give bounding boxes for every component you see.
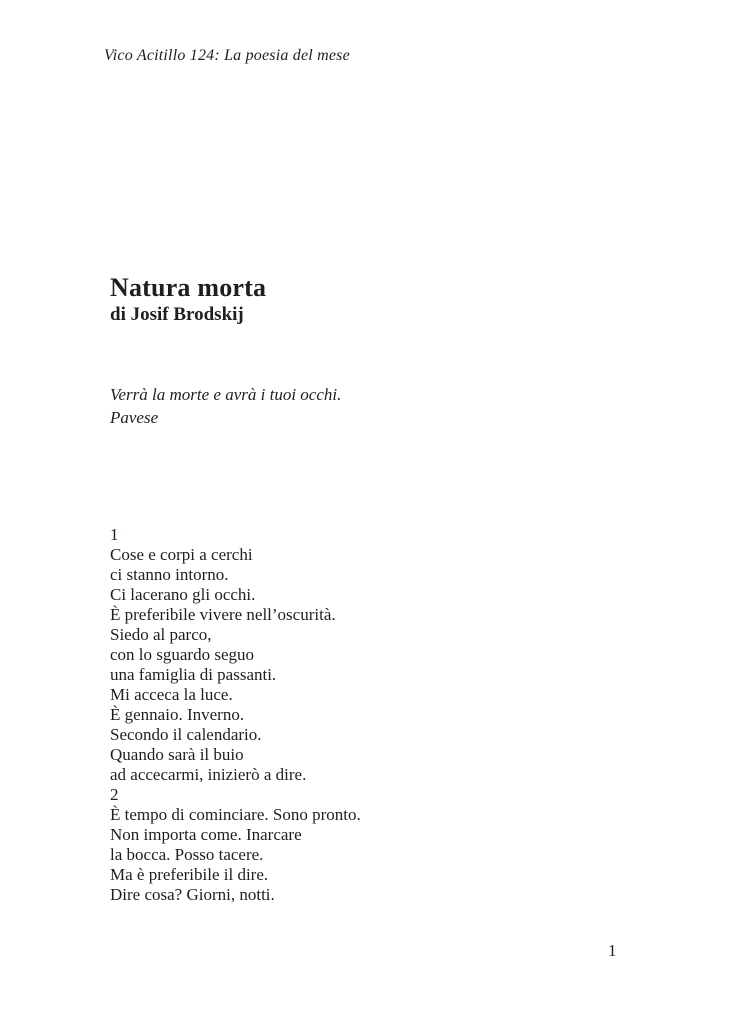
running-header: Vico Acitillo 124: La poesia del mese xyxy=(104,47,350,64)
page-number: 1 xyxy=(608,941,617,960)
poem-author: di Josif Brodskij xyxy=(110,304,244,325)
poem-title: Natura morta xyxy=(110,273,267,302)
poem-line: Dire cosa? Giorni, notti. xyxy=(110,885,275,904)
poem-line: ad accecarmi, inizierò a dire. xyxy=(110,765,307,784)
poem-line: Secondo il calendario. xyxy=(110,725,262,744)
poem-line: con lo sguardo seguo xyxy=(110,645,255,664)
poem-line: Quando sarà il buio xyxy=(110,745,244,764)
poem-line: una famiglia di passanti. xyxy=(110,665,277,684)
poem-line: È gennaio. Inverno. xyxy=(110,705,245,724)
stanza-number: 2 xyxy=(110,785,119,804)
epigraph-quote: Verrà la morte e avrà i tuoi occhi. xyxy=(110,385,342,404)
poem-line: Mi acceca la luce. xyxy=(110,685,233,704)
epigraph-attribution: Pavese xyxy=(110,408,159,427)
poem-line: Ma è preferibile il dire. xyxy=(110,865,269,884)
poem-line: Cose e corpi a cerchi xyxy=(110,545,253,564)
poem-line: ci stanno intorno. xyxy=(110,565,229,584)
poem-line: la bocca. Posso tacere. xyxy=(110,845,264,864)
poem-line: Ci lacerano gli occhi. xyxy=(110,585,256,604)
poem-line: Siedo al parco, xyxy=(110,625,212,644)
poem-line: È preferibile vivere nell’oscurità. xyxy=(110,605,336,624)
poem-body xyxy=(110,525,361,905)
poem-line: È tempo di cominciare. Sono pronto. xyxy=(110,805,361,824)
epigraph xyxy=(110,383,341,429)
stanza-number: 1 xyxy=(110,525,119,544)
poem-line: Non importa come. Inarcare xyxy=(110,825,302,844)
